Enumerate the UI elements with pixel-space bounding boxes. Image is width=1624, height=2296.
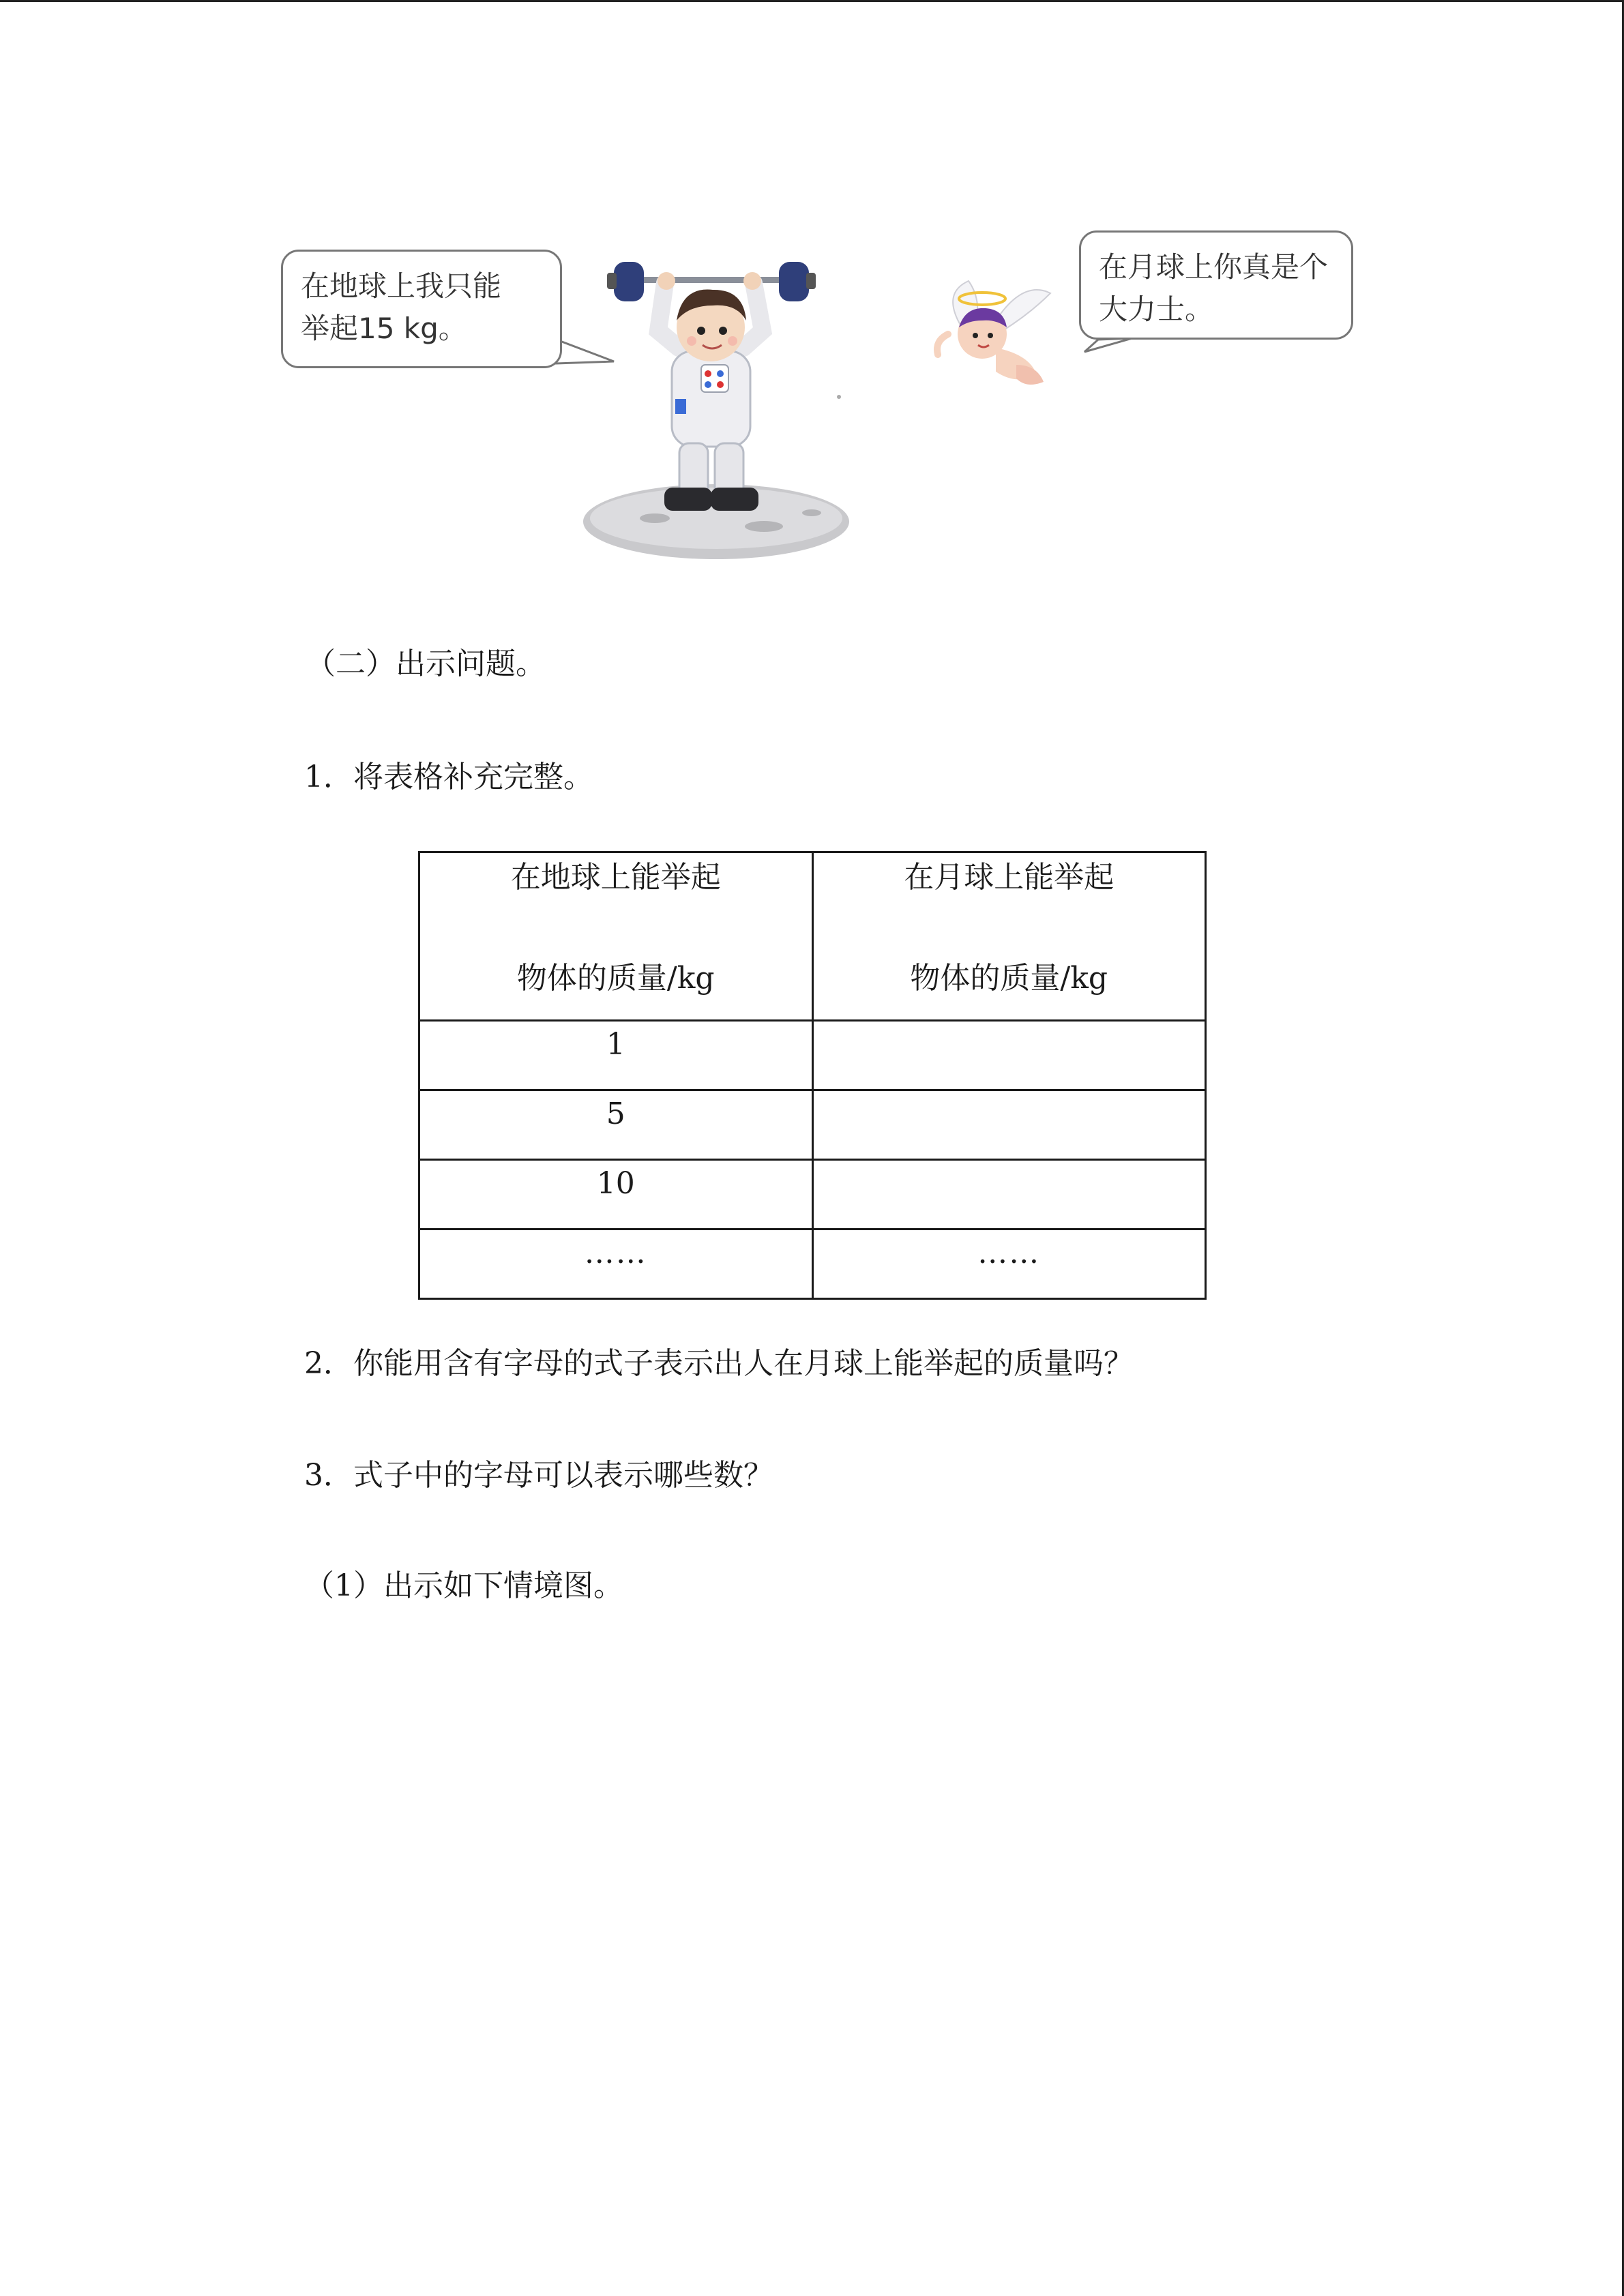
earth-mass-cell: 5 [419,1090,813,1160]
question-2: 2．你能用含有字母的式子表示出人在月球上能举起的质量吗？ [304,1346,1134,1381]
header-earth-line-2: 物体的质量/kg [516,961,715,996]
table-header-row [419,852,1206,1021]
astronaut-speech-bubble [281,250,562,368]
moon-mass-cell[interactable] [812,1160,1206,1229]
table-row [419,1229,1206,1299]
moon-mass-ellipsis-cell: …… [812,1229,1206,1299]
moon-weightlifting-illustration [273,218,1364,573]
header-moon-line-2: 物体的质量/kg [910,961,1108,996]
angel-bubble-line-1: 在月球上你真是个 [1099,250,1329,284]
table-row [419,1090,1206,1160]
angel-icon [937,281,1050,385]
astronaut-icon [658,272,763,511]
angel-speech-bubble [1079,230,1353,340]
page-top-border [0,0,1624,2]
header-earth-line-1: 在地球上能举起 [510,860,721,895]
question-1: 1．将表格补充完整。 [304,760,593,794]
question-3: 3．式子中的字母可以表示哪些数？ [304,1458,773,1493]
earth-mass-cell: 10 [419,1160,813,1229]
angel-bubble-line-2: 大力士。 [1099,293,1214,326]
section-heading: （二）出示问题。 [306,646,546,681]
table-row [419,1160,1206,1229]
earth-mass-cell: 1 [419,1021,813,1090]
earth-mass-ellipsis-cell: …… [419,1229,813,1299]
astronaut-bubble-line-2: 举起15 kg。 [301,312,467,345]
mass-table [418,851,1207,1300]
angel-bubble-tail [1084,338,1132,352]
table-row [419,1021,1206,1090]
header-earth-mass [419,852,813,1021]
astronaut-bubble-line-1: 在地球上我只能 [301,269,502,303]
moon-mass-cell[interactable] [812,1090,1206,1160]
header-moon-mass [812,852,1206,1021]
header-moon-line-1: 在月球上能举起 [904,860,1114,895]
sub-item-1: （1）出示如下情境图。 [304,1568,623,1603]
moon-mass-cell[interactable] [812,1021,1206,1090]
